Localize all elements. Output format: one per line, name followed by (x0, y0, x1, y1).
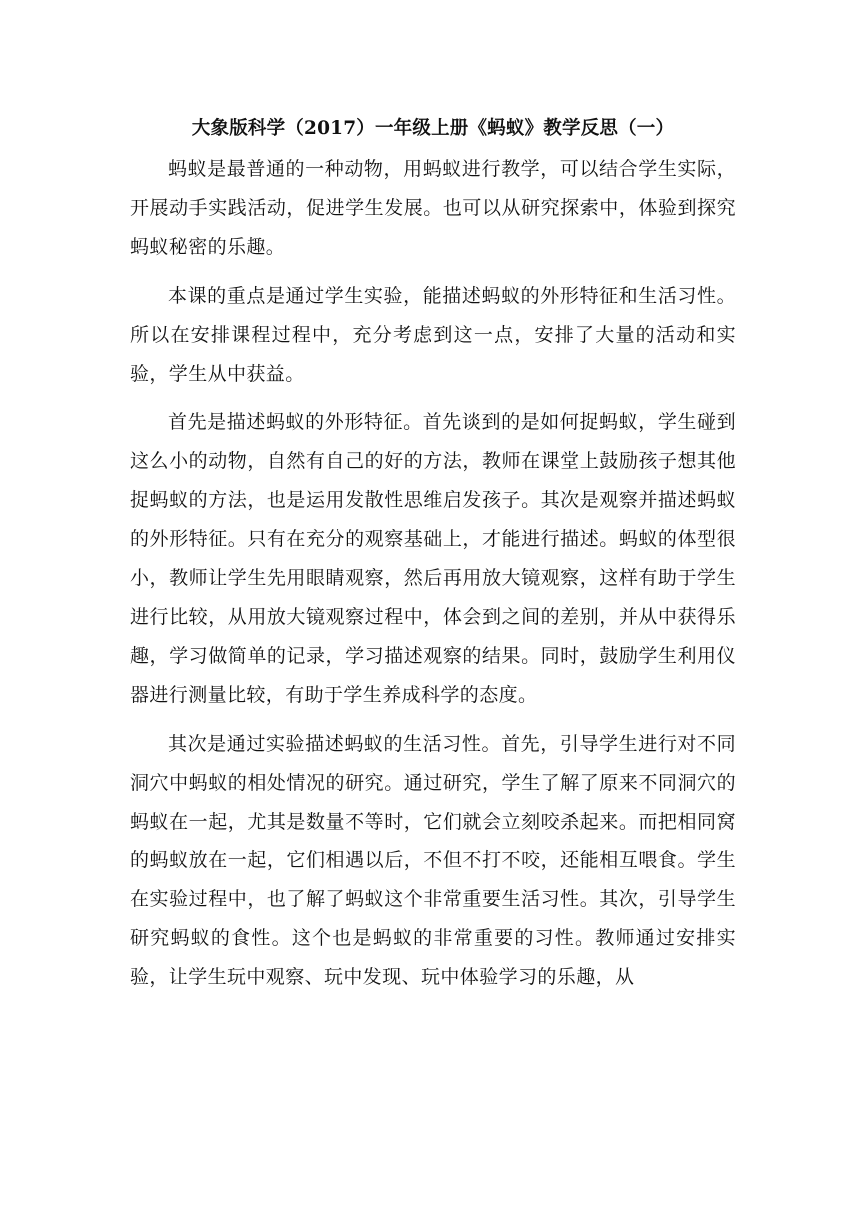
document-body (130, 112, 736, 1007)
paragraph-habits: 其次是通过实验描述蚂蚁的生活习性。首先，引导学生进行对不同洞穴中蚂蚁的相处情况的研究。通过研究，学生了解了原来不同洞穴的蚂蚁在一起，尤其是数量不等时，它们就会立刻咬杀起来。而把相同窝的蚂蚁放在一起，它们相遇以后，不但不打不咬，还能相互喂食。学生在实验过程中，也了解了蚂蚁这个非常重要生活习性。其次，引导学生研究蚂蚁的食性。这个也是蚂蚁的非常重要的习性。教师通过安排实验，让学生玩中观察、玩中发现、玩中体验学习的乐趣，从 (130, 732, 736, 989)
document-title: 大象版科学（2017）一年级上册《蚂蚁》教学反思（一） (191, 118, 675, 139)
paragraph-focus: 本课的重点是通过学生实验，能描述蚂蚁的外形特征和生活习性。所以在安排课程过程中，充分考虑到这一点，安排了大量的活动和实验，学生从中获益。 (130, 284, 736, 385)
paragraph-appearance: 首先是描述蚂蚁的外形特征。首先谈到的是如何捉蚂蚁，学生碰到这么小的动物，自然有自己的好的方法，教师在课堂上鼓励孩子想其他捉蚂蚁的方法，也是运用发散性思维启发孩子。其次是观察并描述蚂蚁的外形特征。只有在充分的观察基础上，才能进行描述。蚂蚁的体型很小，教师让学生先用眼睛观察，然后再用放大镜观察，这样有助于学生进行比较，从用放大镜观察过程中，体会到之间的差别，并从中获得乐趣，学习做简单的记录，学习描述观察的结果。同时，鼓励学生利用仪器进行测量比较，有助于学生养成科学的态度。 (130, 411, 736, 706)
paragraph-intro: 蚂蚁是最普通的一种动物，用蚂蚁进行教学，可以结合学生实际，开展动手实践活动，促进学生发展。也可以从研究探索中，体验到探究蚂蚁秘密的乐趣。 (130, 158, 736, 258)
